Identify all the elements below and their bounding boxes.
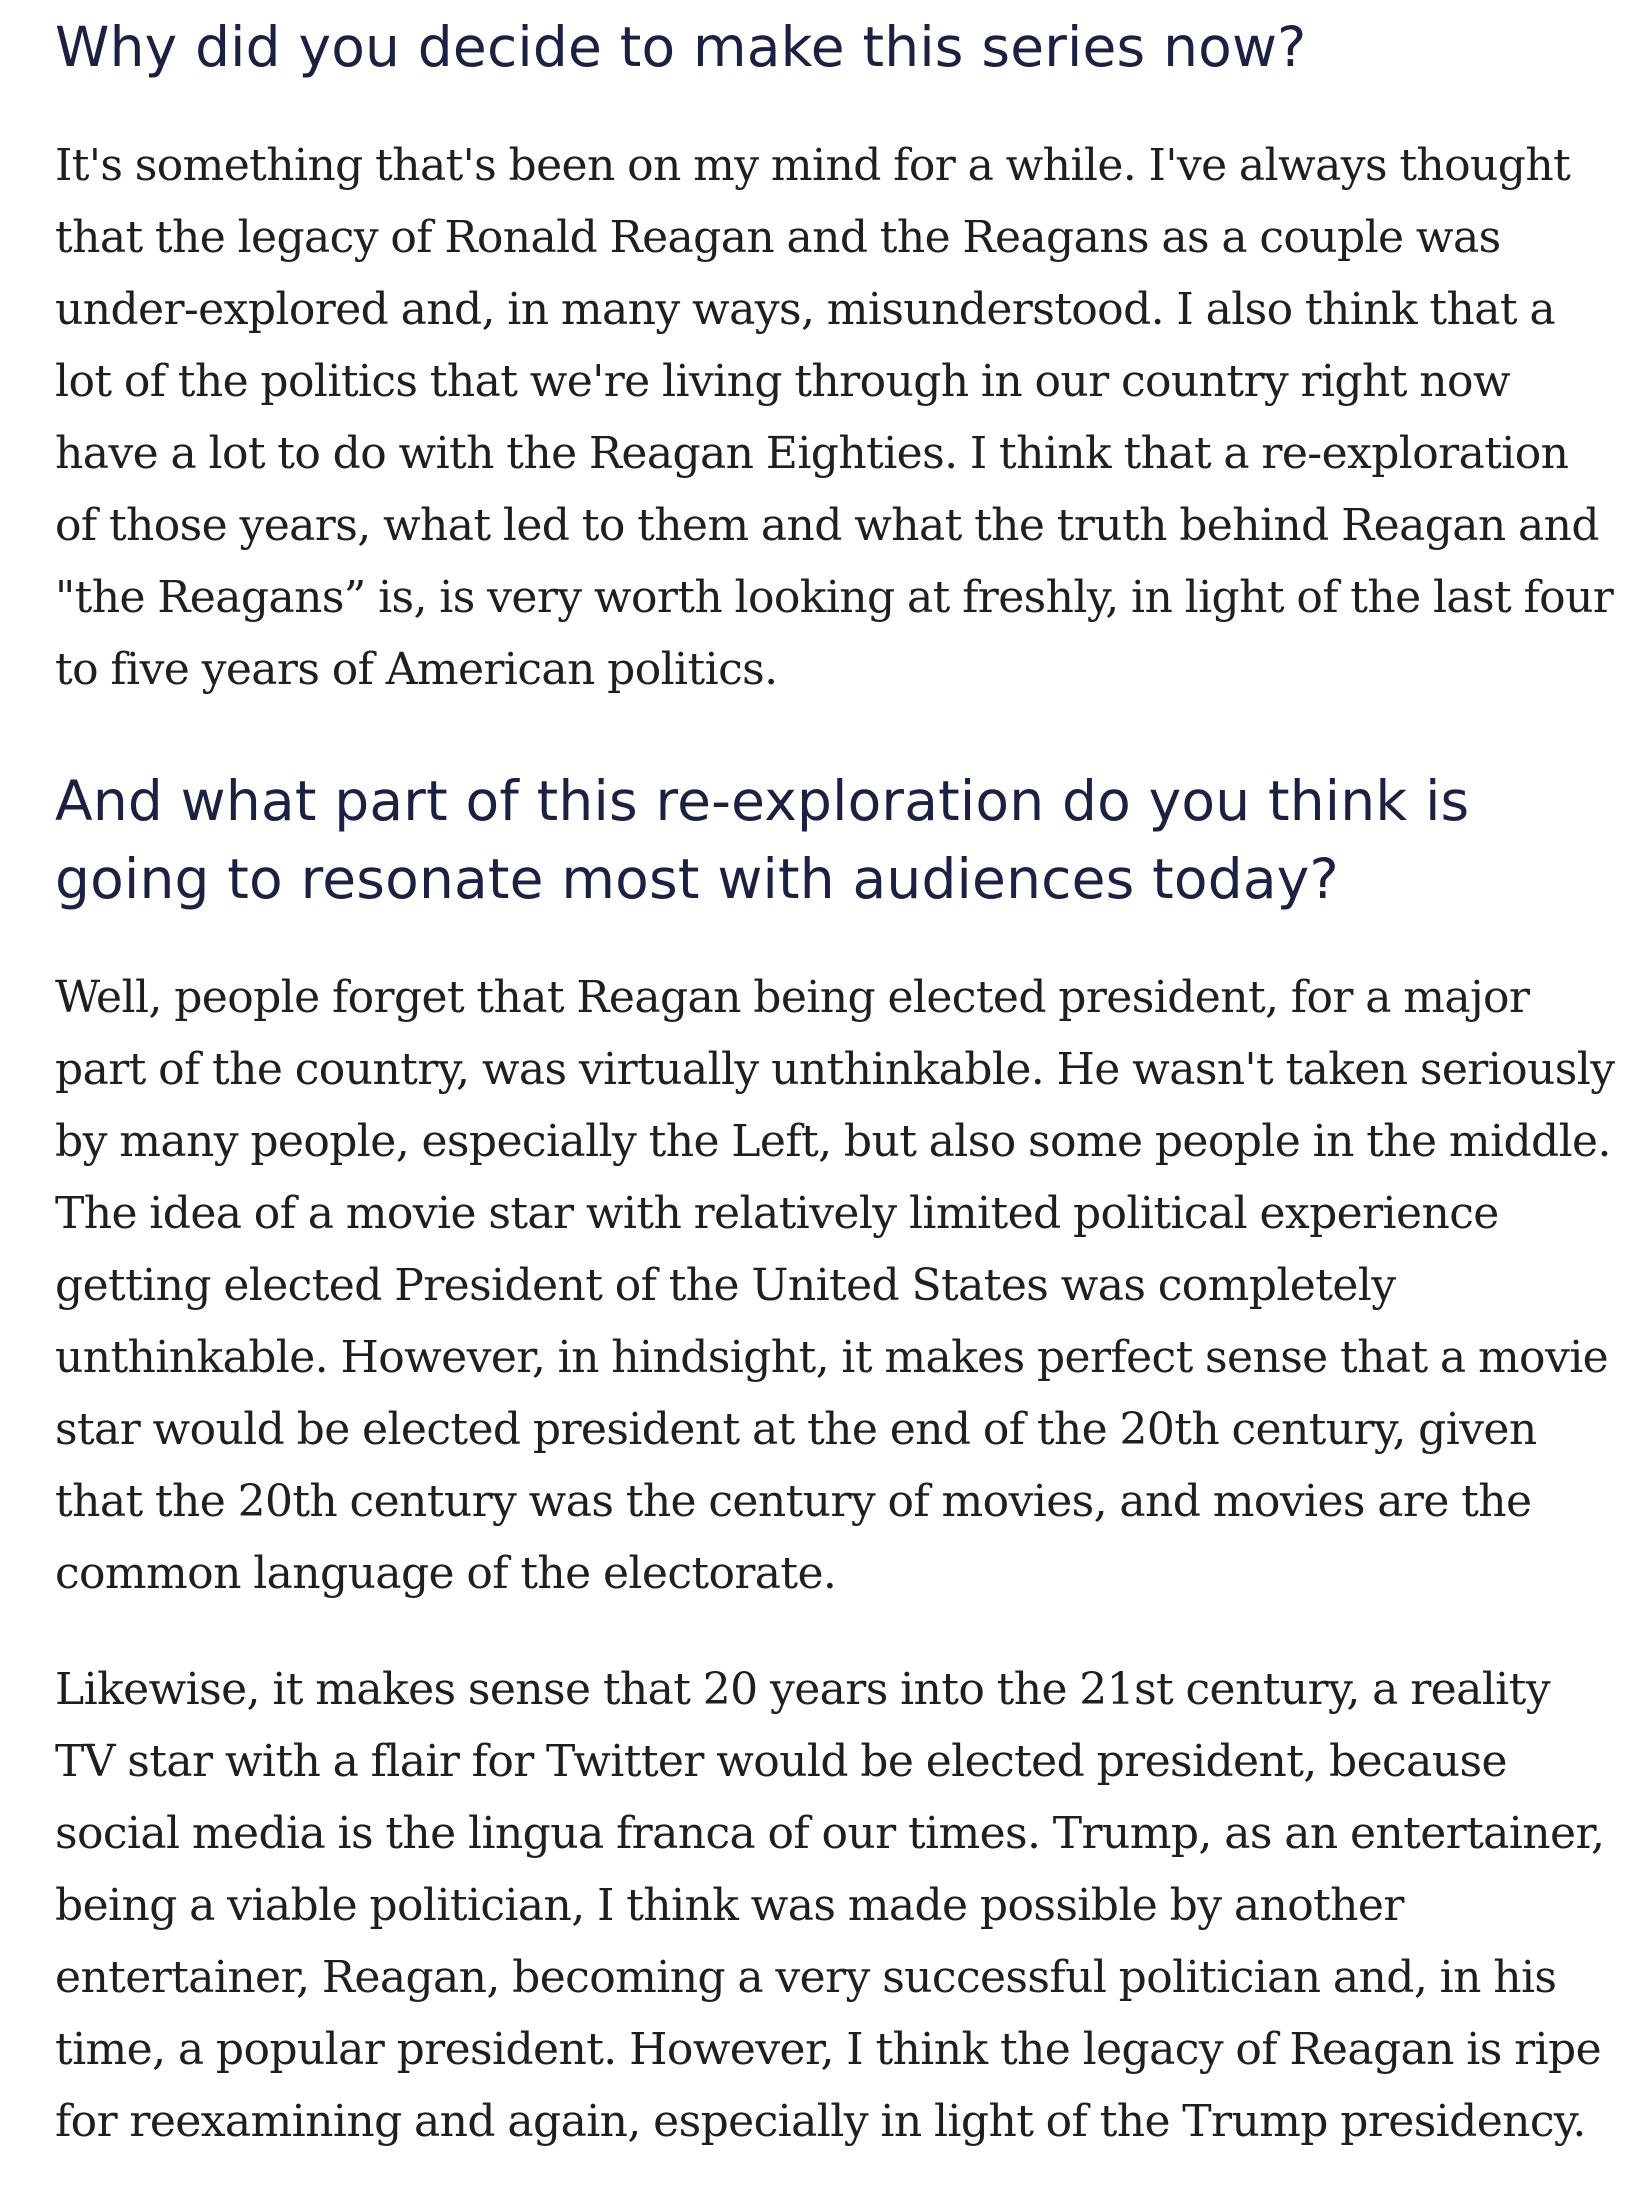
article-body bbox=[55, 0, 1615, 2202]
answer-paragraph-2: Well, people forget that Reagan being elected president, for a major part of the country, was virtually unthinkable. He wasn't taken seriously by many people, especially the Left, but also some people in the middle. The idea of a movie star with relatively limited political experience getting elected President of the United States was completely unthinkable. However, in hindsight, it makes perfect sense that a movie star would be elected president at the end of the 20th century, given that the 20th century was the century of movies, and movies are the common language of the electorate. bbox=[55, 972, 1615, 1599]
question-heading-1: Why did you decide to make this series now? bbox=[55, 15, 1307, 79]
answer-paragraph-3: Likewise, it makes sense that 20 years into the 21st century, a reality TV star with a flair for Twitter would be elected president, because social media is the lingua franca of our times. Trump, as an entertainer, being a viable politician, I think was made possible by another entertainer, Reagan, becoming a very successful politician and, in his time, a popular president. However, I think the legacy of Reagan is ripe for reexamining and again, especially in light of the Trump presidency. bbox=[55, 1664, 1605, 2147]
answer-paragraph-1: It's something that's been on my mind for a while. I've always thought that the legacy of Ronald Reagan and the Reagans as a couple was under-explored and, in many ways, misunderstood. I also think that a lot of the politics that we're living through in our country right now have a lot to do with the Reagan Eighties. I think that a re-exploration of those years, what led to them and what the truth behind Reagan and "the Reagans” is, is very worth looking at freshly, in light of the last four to five years of American politics. bbox=[55, 140, 1614, 695]
question-heading-2: And what part of this re-exploration do you think is going to resonate most with audiences today? bbox=[55, 769, 1470, 911]
